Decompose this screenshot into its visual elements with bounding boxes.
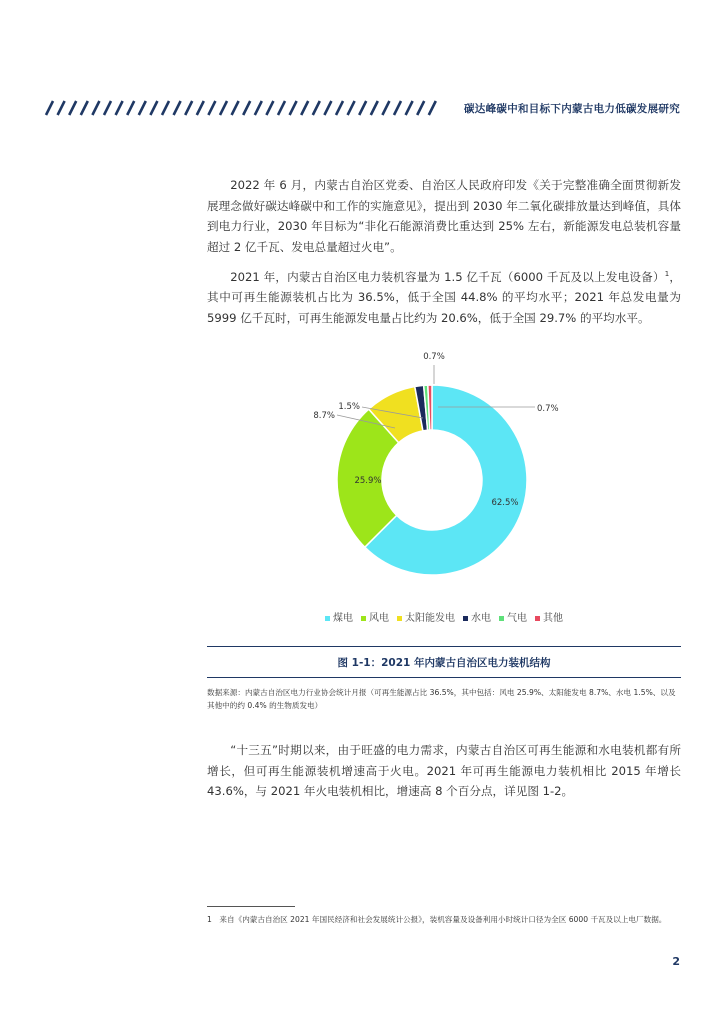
header-stripe — [301, 101, 308, 115]
footnote-rule — [207, 906, 295, 907]
header-stripe — [104, 101, 111, 115]
caption-rule-top — [207, 646, 681, 647]
header-stripe — [127, 101, 134, 115]
data-label-solar: 8.7% — [313, 411, 335, 421]
header-stripe — [116, 101, 123, 115]
header-stripe — [232, 101, 239, 115]
para2-text-start: 2021 年，内蒙古自治区电力装机容量为 1.5 亿千瓦（6000 千瓦及以上发电设备） — [230, 269, 665, 284]
legend-marker-other — [535, 616, 540, 621]
header-stripe — [429, 101, 436, 115]
para2-text-end: ，其中可再生能源装机占比为 36.5%，低于全国 44.8% 的平均水平；2021 年总发电量为 5999 亿千瓦时，可再生能源发电量占比约为 20.6%，低于全国 29.7% 的平均水平。 — [207, 269, 681, 325]
legend-label-coal: 煤电 — [333, 613, 353, 624]
data-label-gas: 0.7% — [423, 352, 445, 362]
body-paragraph-2 — [207, 264, 681, 328]
header-stripe — [266, 101, 273, 115]
legend-item-gas — [499, 609, 527, 624]
header-stripe — [406, 101, 413, 115]
header-stripe — [162, 101, 169, 115]
data-label-coal: 62.5% — [491, 498, 519, 508]
header-stripes-decoration — [44, 100, 442, 116]
header-stripe — [359, 101, 366, 115]
header-stripe — [174, 101, 181, 115]
legend-marker-solar — [397, 616, 402, 621]
legend-marker-wind — [361, 616, 366, 621]
header-stripe — [46, 101, 53, 115]
header-stripe — [58, 101, 65, 115]
figure-caption: 图 1-1：2021 年内蒙古自治区电力装机结构 — [337, 657, 551, 669]
header-stripe — [348, 101, 355, 115]
legend-marker-coal — [325, 616, 330, 621]
legend-item-wind — [361, 609, 389, 624]
header-stripe — [324, 101, 331, 115]
legend-item-coal — [325, 609, 353, 624]
caption-rule-bottom — [207, 677, 681, 678]
legend-item-hydro — [463, 609, 491, 624]
header-stripe — [139, 101, 146, 115]
legend-label-gas: 气电 — [507, 613, 527, 624]
header-stripe — [185, 101, 192, 115]
header-stripe — [69, 101, 76, 115]
header-stripe — [394, 101, 401, 115]
footnote-ref[interactable]: 1 — [664, 270, 670, 278]
header-stripe — [417, 101, 424, 115]
legend-label-wind: 风电 — [369, 613, 389, 624]
legend-item-other — [535, 609, 563, 624]
legend-marker-hydro — [463, 616, 468, 621]
header-stripe — [290, 101, 297, 115]
data-label-wind: 25.9% — [354, 476, 382, 486]
legend-label-solar: 太阳能发电 — [405, 613, 455, 624]
header-stripe — [313, 101, 320, 115]
data-label-hydro: 1.5% — [338, 402, 360, 412]
header-stripe — [278, 101, 285, 115]
header-stripe — [220, 101, 227, 115]
data-label-other: 0.7% — [537, 404, 559, 414]
legend-item-solar — [397, 609, 455, 624]
legend-label-other: 其他 — [543, 613, 563, 624]
header-stripe — [336, 101, 343, 115]
header-stripe — [255, 101, 262, 115]
header-stripe — [371, 101, 378, 115]
chart-legend — [207, 609, 681, 624]
page-number: 2 — [672, 955, 680, 968]
header-stripe — [197, 101, 204, 115]
footnote: 1 来自《内蒙古自治区 2021 年国民经济和社会发展统计公报》，装机容量及设备利用小时统计口径为全区 6000 千瓦及以上电厂数据。 — [207, 915, 667, 924]
donut-chart — [300, 340, 600, 595]
header-stripe — [208, 101, 215, 115]
header-stripe — [81, 101, 88, 115]
header-stripe — [382, 101, 389, 115]
body-paragraph-3: “十三五”时期以来，由于旺盛的电力需求，内蒙古自治区可再生能源和水电装机都有所增长，但可再生能源装机增速高于火电。2021 年可再生能源电力装机相比 2015 年增长 43.6%，与 2021 年火电装机相比，增速高 8 个百分点，详见图 1-2。 — [207, 743, 681, 798]
body-paragraph-1: 2022 年 6 月，内蒙古自治区党委、自治区人民政府印发《关于完整准确全面贯彻新发展理念做好碳达峰碳中和工作的实施意见》，提出到 2030 年二氧化碳排放量达到峰值，具体到电力行业，2030 年目标为“非化石能源消费比重达到 25% 左右，新能源发电总装机容量超过 2 亿千瓦、发电总量超过火电”。 — [207, 178, 681, 254]
header-stripe — [150, 101, 157, 115]
header-title: 碳达峰碳中和目标下内蒙古电力低碳发展研究 — [464, 103, 680, 115]
data-source-note: 数据来源：内蒙古自治区电力行业协会统计月报（可再生能源占比 36.5%，其中包括：风电 25.9%、太阳能发电 8.7%、水电 1.5%、以及其他中的约 0.4% 的生物质发电） — [207, 688, 676, 710]
legend-label-hydro: 水电 — [471, 613, 491, 624]
header-stripe — [243, 101, 250, 115]
header-stripe — [92, 101, 99, 115]
legend-marker-gas — [499, 616, 504, 621]
